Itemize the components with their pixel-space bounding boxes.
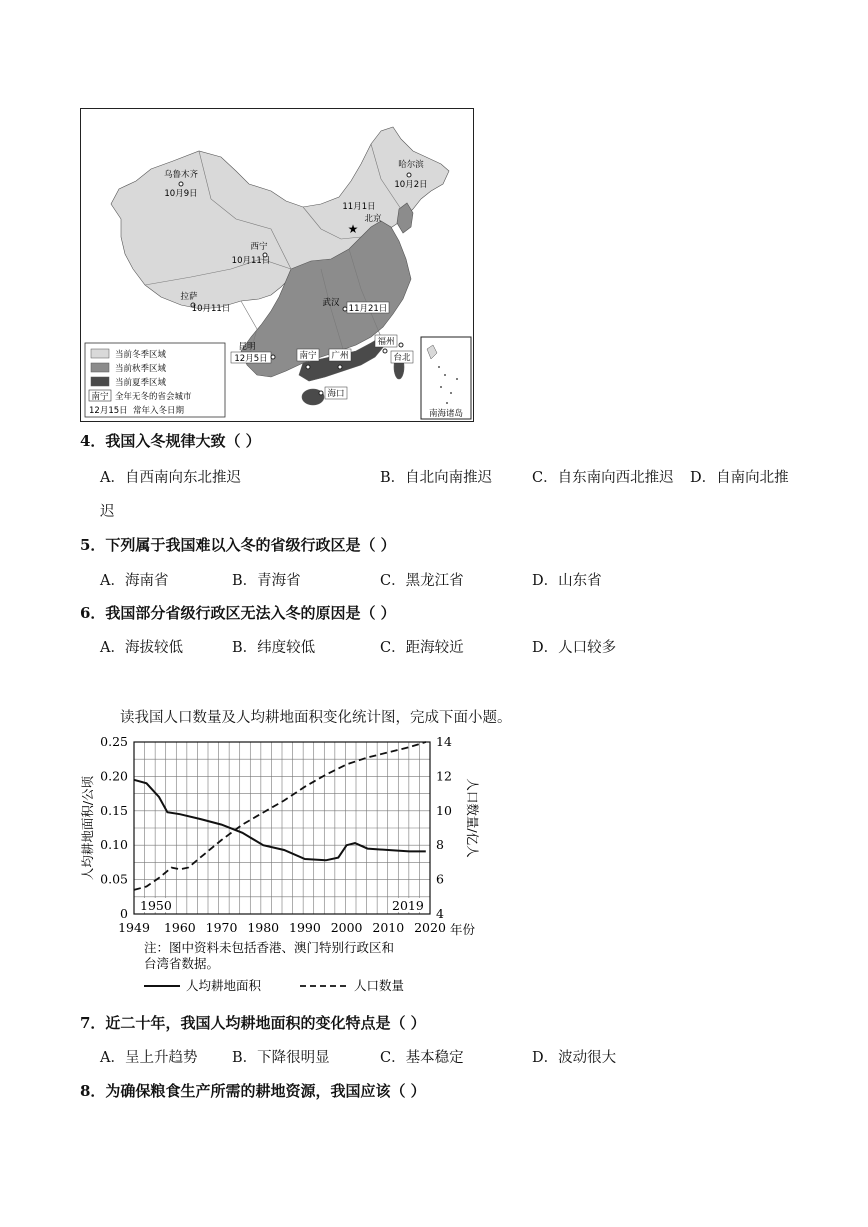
x-tick-label: 1990 [289,920,321,935]
chart-grid [134,742,430,914]
q6-option-b[interactable]: B．纬度较低 [232,640,316,656]
x-axis-ticks [118,920,446,935]
x-tick-label: 1980 [247,920,280,935]
question-7-stem: 7．近二十年，我国人均耕地面积的变化特点是（ ） [80,1014,426,1032]
svg-text:乌鲁木齐: 乌鲁木齐 [163,170,199,180]
y-right-tick-label: 12 [436,768,452,784]
map-svg [81,109,473,421]
question-6-stem: 6．我国部分省级行政区无法入冬的原因是（ ） [80,604,396,622]
svg-text:南宁: 南宁 [299,351,317,361]
svg-text:10月11日: 10月11日 [191,304,231,314]
q6-option-c[interactable]: C．距海较近 [380,640,464,656]
svg-text:北京: 北京 [364,214,382,224]
q5-option-c[interactable]: C．黑龙江省 [380,573,464,589]
svg-text:海口: 海口 [327,389,345,399]
q5-option-d[interactable]: D．山东省 [532,573,602,589]
legend-farmland: 人均耕地面积 [186,978,262,993]
x-tick-label: 2000 [330,920,363,935]
q5-option-b[interactable]: B．青海省 [232,573,301,589]
q4-option-a[interactable]: A．自西南向东北推迟 [100,470,241,486]
svg-text:10月9日: 10月9日 [164,189,198,199]
question-8-stem: 8．为确保粮食生产所需的耕地资源，我国应该（ ） [80,1082,426,1100]
x-tick-label: 1970 [205,920,238,935]
x-tick-label: 2010 [372,920,405,935]
q4-option-d[interactable]: D．自南向北推 [690,470,789,486]
inset-label: 南海诸岛 [428,409,464,419]
svg-text:台北: 台北 [393,353,411,363]
q7-option-b[interactable]: B．下降很明显 [232,1050,330,1066]
x-tick-label: 2020 [414,920,446,935]
right-axis-ticks [436,734,452,921]
legend-population: 人口数量 [354,978,405,993]
svg-text:福州: 福州 [377,337,395,347]
y-left-tick-label: 0 [120,906,128,921]
y-left-tick-label: 0.15 [100,802,128,818]
y-right-label: 人口数量/亿人 [465,778,480,858]
legend-swatch-autumn [91,363,109,372]
x-axis-label: 年份 [450,922,476,937]
series-population-line [134,742,426,890]
legend-summer: 当前夏季区域 [115,378,167,388]
x-tick-label: 1960 [163,920,196,935]
legend-winter: 当前冬季区域 [115,350,167,360]
svg-text:拉萨: 拉萨 [180,292,198,302]
legend-swatch-summer [91,377,109,386]
population-farmland-chart [76,734,496,996]
svg-text:昆明: 昆明 [238,342,256,352]
svg-text:10月2日: 10月2日 [394,180,428,190]
chart-note-line-1: 注：图中资料未包括香港、澳门特别行政区和 [144,940,395,955]
svg-text:11月1日: 11月1日 [342,202,376,212]
legend-box-city-name: 南宁 [91,392,109,402]
q4-option-b[interactable]: B．自北向南推迟 [380,470,493,486]
svg-text:10月11日: 10月11日 [231,256,271,266]
svg-text:武汉: 武汉 [322,298,340,308]
q5-option-a[interactable]: A．海南省 [100,573,169,589]
q7-option-d[interactable]: D．波动很大 [532,1050,617,1066]
y-left-tick-label: 0.25 [100,734,128,749]
question-4-stem: 4．我国入冬规律大致（ ） [80,432,261,450]
svg-text:12月5日: 12月5日 [234,354,268,364]
capital-star-icon: ★ [347,222,359,236]
q6-option-a[interactable]: A．海拔较低 [100,640,183,656]
y-right-tick-label: 14 [436,734,452,749]
y-left-label: 人均耕地面积/公顷 [80,775,95,881]
y-right-tick-label: 10 [436,802,452,818]
q7-option-a[interactable]: A．呈上升趋势 [100,1050,198,1066]
inner-label-2019: 2019 [392,898,424,913]
svg-text:哈尔滨: 哈尔滨 [398,160,424,170]
question-5-stem: 5．下列属于我国难以入冬的省级行政区是（ ） [80,536,396,554]
q7-option-c[interactable]: C．基本稳定 [380,1050,464,1066]
legend-autumn: 当前秋季区域 [115,364,167,374]
q6-option-d[interactable]: D．人口较多 [532,640,617,656]
y-right-tick-label: 4 [436,906,444,921]
legend-swatch-winter [91,349,109,358]
left-axis-ticks [100,734,128,921]
svg-text:西宁: 西宁 [250,242,268,252]
china-winter-map [80,108,474,422]
legend-date-example: 12月15日 [89,406,128,416]
y-right-tick-label: 6 [436,871,444,887]
y-left-tick-label: 0.05 [100,871,128,887]
legend-box-desc: 全年无冬的省会城市 [115,392,192,402]
q4-option-c[interactable]: C．自东南向西北推迟 [532,470,674,486]
legend-date-desc: 常年入冬日期 [133,406,185,416]
y-right-tick-label: 8 [436,837,444,853]
svg-text:广州: 广州 [331,351,349,361]
svg-text:11月21日: 11月21日 [348,304,388,314]
chart-intro: 读我国人口数量及人均耕地面积变化统计图，完成下面小题。 [120,710,512,726]
x-tick-label: 1949 [118,920,150,935]
chart-note-line-2: 台湾省数据。 [144,956,220,971]
inner-label-1950: 1950 [140,898,172,913]
y-left-tick-label: 0.10 [100,837,128,853]
series-farmland-line [134,780,426,861]
q4-option-d-continued: 迟 [100,504,115,520]
y-left-tick-label: 0.20 [100,768,128,784]
